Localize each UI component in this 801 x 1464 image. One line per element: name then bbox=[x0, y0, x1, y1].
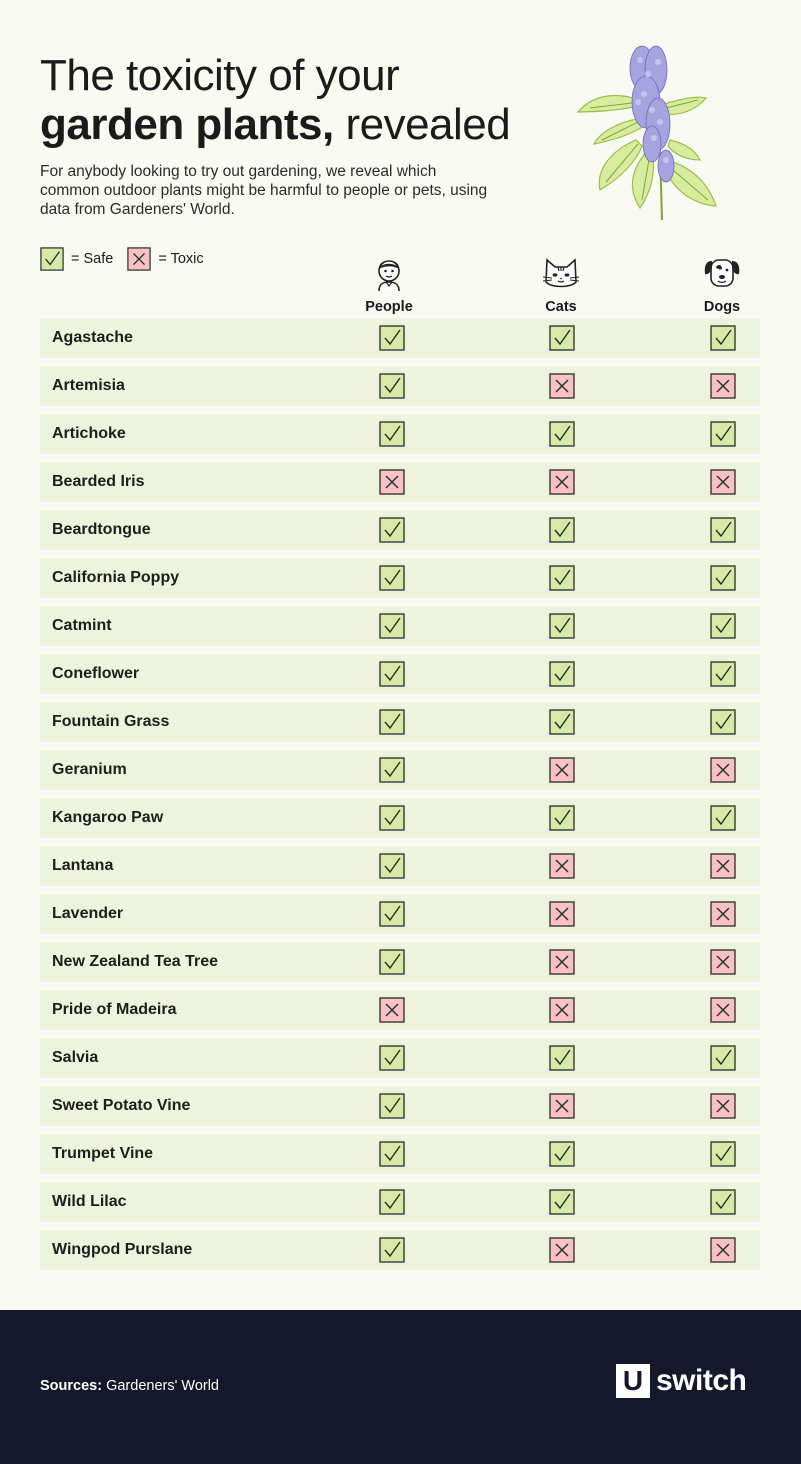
safe-check-icon bbox=[549, 421, 575, 447]
people-status-cell bbox=[379, 853, 405, 879]
plant-name: New Zealand Tea Tree bbox=[52, 953, 218, 970]
safe-check-icon bbox=[710, 1189, 736, 1215]
dogs-status-cell bbox=[710, 757, 736, 783]
people-status-cell bbox=[379, 517, 405, 543]
toxic-cross-icon bbox=[549, 997, 575, 1023]
safe-check-icon bbox=[379, 805, 405, 831]
dogs-status-cell bbox=[710, 421, 736, 447]
safe-check-icon bbox=[710, 325, 736, 351]
toxic-cross-icon bbox=[549, 1093, 575, 1119]
safe-check-icon bbox=[40, 247, 64, 271]
cats-status-cell bbox=[549, 325, 575, 351]
safe-check-icon bbox=[379, 1093, 405, 1119]
person-face-icon bbox=[369, 250, 409, 292]
toxic-cross-icon bbox=[549, 853, 575, 879]
safe-check-icon bbox=[379, 613, 405, 639]
safe-check-icon bbox=[710, 565, 736, 591]
plant-name: Kangaroo Paw bbox=[52, 809, 164, 826]
cats-status-cell bbox=[549, 1189, 575, 1215]
plant-name: Trumpet Vine bbox=[52, 1145, 154, 1162]
plant-name: Wild Lilac bbox=[52, 1193, 127, 1210]
cats-status-cell bbox=[549, 517, 575, 543]
safe-check-icon bbox=[379, 1189, 405, 1215]
safe-check-icon bbox=[549, 325, 575, 351]
people-status-cell bbox=[379, 421, 405, 447]
sources-value: Gardeners' World bbox=[106, 1378, 219, 1394]
safe-check-icon bbox=[710, 805, 736, 831]
cats-status-cell bbox=[549, 805, 575, 831]
table-row bbox=[40, 414, 760, 454]
safe-check-icon bbox=[379, 1045, 405, 1071]
dogs-status-cell bbox=[710, 1237, 736, 1263]
table-row bbox=[40, 798, 760, 838]
table-row bbox=[40, 510, 760, 550]
people-status-cell bbox=[379, 949, 405, 975]
column-header-people bbox=[344, 250, 434, 315]
toxic-cross-icon bbox=[710, 373, 736, 399]
cats-status-cell bbox=[549, 1141, 575, 1167]
plant-table bbox=[40, 318, 760, 1278]
toxic-cross-icon bbox=[549, 373, 575, 399]
lilac-plant-illustration bbox=[570, 40, 730, 230]
dogs-status-cell bbox=[710, 565, 736, 591]
safe-check-icon bbox=[379, 1141, 405, 1167]
safe-check-icon bbox=[379, 325, 405, 351]
table-row bbox=[40, 750, 760, 790]
sources bbox=[40, 1378, 219, 1394]
plant-name: Artichoke bbox=[52, 425, 126, 442]
safe-check-icon bbox=[379, 517, 405, 543]
table-row bbox=[40, 1230, 760, 1270]
toxic-cross-icon bbox=[379, 469, 405, 495]
table-row bbox=[40, 1038, 760, 1078]
people-status-cell bbox=[379, 469, 405, 495]
plant-name: Artemisia bbox=[52, 377, 125, 394]
page-title-line2 bbox=[40, 100, 580, 150]
uswitch-logo[interactable] bbox=[616, 1364, 746, 1398]
footer bbox=[0, 1310, 801, 1464]
safe-check-icon bbox=[549, 1045, 575, 1071]
table-row bbox=[40, 606, 760, 646]
cats-status-cell bbox=[549, 421, 575, 447]
dogs-status-cell bbox=[710, 373, 736, 399]
dogs-status-cell bbox=[710, 949, 736, 975]
dogs-status-cell bbox=[710, 1189, 736, 1215]
safe-check-icon bbox=[549, 805, 575, 831]
plant-name: Bearded Iris bbox=[52, 473, 145, 490]
toxic-cross-icon bbox=[710, 949, 736, 975]
plant-name: Wingpod Purslane bbox=[52, 1241, 193, 1258]
toxic-cross-icon bbox=[710, 997, 736, 1023]
safe-check-icon bbox=[549, 1141, 575, 1167]
cats-status-cell bbox=[549, 949, 575, 975]
legend-safe bbox=[40, 247, 113, 271]
safe-check-icon bbox=[710, 517, 736, 543]
cats-status-cell bbox=[549, 469, 575, 495]
table-row bbox=[40, 702, 760, 742]
dogs-status-cell bbox=[710, 1045, 736, 1071]
page-title-light: revealed bbox=[345, 100, 511, 149]
table-row bbox=[40, 894, 760, 934]
dogs-status-cell bbox=[710, 661, 736, 687]
safe-check-icon bbox=[379, 661, 405, 687]
table-row bbox=[40, 1086, 760, 1126]
logo-u-mark: U bbox=[616, 1364, 650, 1398]
dogs-status-cell bbox=[710, 1093, 736, 1119]
safe-check-icon bbox=[379, 1237, 405, 1263]
table-row bbox=[40, 366, 760, 406]
toxic-cross-icon bbox=[549, 949, 575, 975]
people-status-cell bbox=[379, 1045, 405, 1071]
page-title-line1: The toxicity of your bbox=[40, 51, 400, 100]
legend-toxic bbox=[127, 247, 203, 271]
safe-check-icon bbox=[379, 565, 405, 591]
safe-check-icon bbox=[379, 949, 405, 975]
safe-check-icon bbox=[379, 853, 405, 879]
table-row bbox=[40, 1182, 760, 1222]
toxic-cross-icon bbox=[549, 1237, 575, 1263]
safe-check-icon bbox=[549, 709, 575, 735]
sources-label: Sources: bbox=[40, 1378, 103, 1394]
safe-check-icon bbox=[710, 661, 736, 687]
table-row bbox=[40, 318, 760, 358]
people-status-cell bbox=[379, 1189, 405, 1215]
cats-status-cell bbox=[549, 853, 575, 879]
dogs-status-cell bbox=[710, 997, 736, 1023]
plant-name: Sweet Potato Vine bbox=[52, 1097, 191, 1114]
legend-toxic-label: = Toxic bbox=[158, 251, 204, 267]
cats-status-cell bbox=[549, 757, 575, 783]
column-label-dogs: Dogs bbox=[703, 299, 741, 315]
dog-face-icon bbox=[702, 250, 742, 292]
safe-check-icon bbox=[549, 661, 575, 687]
table-row bbox=[40, 1134, 760, 1174]
cat-face-icon bbox=[541, 250, 581, 292]
safe-check-icon bbox=[379, 421, 405, 447]
cats-status-cell bbox=[549, 1045, 575, 1071]
dogs-status-cell bbox=[710, 901, 736, 927]
toxic-cross-icon bbox=[127, 247, 151, 271]
dogs-status-cell bbox=[710, 709, 736, 735]
column-header-cats bbox=[516, 250, 606, 315]
toxic-cross-icon bbox=[710, 1237, 736, 1263]
people-status-cell bbox=[379, 805, 405, 831]
dogs-status-cell bbox=[710, 613, 736, 639]
plant-name: Agastache bbox=[52, 329, 133, 346]
safe-check-icon bbox=[710, 421, 736, 447]
logo-wordmark: switch bbox=[656, 1364, 747, 1397]
plant-name: Pride of Madeira bbox=[52, 1001, 177, 1018]
cats-status-cell bbox=[549, 1237, 575, 1263]
people-status-cell bbox=[379, 661, 405, 687]
column-label-people: People bbox=[365, 299, 413, 315]
people-status-cell bbox=[379, 757, 405, 783]
table-row bbox=[40, 462, 760, 502]
toxic-cross-icon bbox=[379, 997, 405, 1023]
dogs-status-cell bbox=[710, 805, 736, 831]
safe-check-icon bbox=[549, 517, 575, 543]
dogs-status-cell bbox=[710, 1141, 736, 1167]
cats-status-cell bbox=[549, 661, 575, 687]
toxic-cross-icon bbox=[710, 1093, 736, 1119]
people-status-cell bbox=[379, 1141, 405, 1167]
safe-check-icon bbox=[710, 709, 736, 735]
header bbox=[40, 52, 580, 219]
toxic-cross-icon bbox=[549, 901, 575, 927]
people-status-cell bbox=[379, 613, 405, 639]
people-status-cell bbox=[379, 709, 405, 735]
safe-check-icon bbox=[379, 901, 405, 927]
toxic-cross-icon bbox=[710, 853, 736, 879]
people-status-cell bbox=[379, 901, 405, 927]
toxic-cross-icon bbox=[549, 469, 575, 495]
dogs-status-cell bbox=[710, 517, 736, 543]
plant-name: Lavender bbox=[52, 905, 124, 922]
safe-check-icon bbox=[379, 757, 405, 783]
cats-status-cell bbox=[549, 565, 575, 591]
column-header-dogs bbox=[677, 250, 767, 315]
people-status-cell bbox=[379, 565, 405, 591]
plant-name: Lantana bbox=[52, 857, 114, 874]
people-status-cell bbox=[379, 997, 405, 1023]
table-row bbox=[40, 654, 760, 694]
dogs-status-cell bbox=[710, 325, 736, 351]
plant-name: California Poppy bbox=[52, 569, 180, 586]
people-status-cell bbox=[379, 1237, 405, 1263]
legend bbox=[40, 247, 218, 271]
toxic-cross-icon bbox=[710, 469, 736, 495]
plant-name: Beardtongue bbox=[52, 521, 151, 538]
plant-name: Fountain Grass bbox=[52, 713, 170, 730]
intro-text: For anybody looking to try out gardening, we reveal which common outdoor plants might be harmful to people or pets, using data from Gardeners' World. bbox=[40, 163, 488, 218]
plant-name: Catmint bbox=[52, 617, 112, 634]
people-status-cell bbox=[379, 325, 405, 351]
legend-safe-label: = Safe bbox=[71, 251, 114, 267]
safe-check-icon bbox=[710, 613, 736, 639]
cats-status-cell bbox=[549, 997, 575, 1023]
people-status-cell bbox=[379, 1093, 405, 1119]
cats-status-cell bbox=[549, 901, 575, 927]
safe-check-icon bbox=[710, 1045, 736, 1071]
table-row bbox=[40, 846, 760, 886]
safe-check-icon bbox=[379, 709, 405, 735]
safe-check-icon bbox=[549, 565, 575, 591]
table-row bbox=[40, 990, 760, 1030]
safe-check-icon bbox=[549, 1189, 575, 1215]
cats-status-cell bbox=[549, 709, 575, 735]
safe-check-icon bbox=[549, 613, 575, 639]
toxic-cross-icon bbox=[710, 901, 736, 927]
dogs-status-cell bbox=[710, 469, 736, 495]
toxic-cross-icon bbox=[549, 757, 575, 783]
cats-status-cell bbox=[549, 1093, 575, 1119]
people-status-cell bbox=[379, 373, 405, 399]
table-row bbox=[40, 942, 760, 982]
table-row bbox=[40, 558, 760, 598]
plant-name: Salvia bbox=[52, 1049, 99, 1066]
plant-name: Coneflower bbox=[52, 665, 140, 682]
cats-status-cell bbox=[549, 373, 575, 399]
plant-name: Geranium bbox=[52, 761, 127, 778]
page-title-bold: garden plants, bbox=[40, 100, 334, 149]
cats-status-cell bbox=[549, 613, 575, 639]
column-label-cats: Cats bbox=[545, 299, 577, 315]
safe-check-icon bbox=[379, 373, 405, 399]
toxic-cross-icon bbox=[710, 757, 736, 783]
safe-check-icon bbox=[710, 1141, 736, 1167]
dogs-status-cell bbox=[710, 853, 736, 879]
